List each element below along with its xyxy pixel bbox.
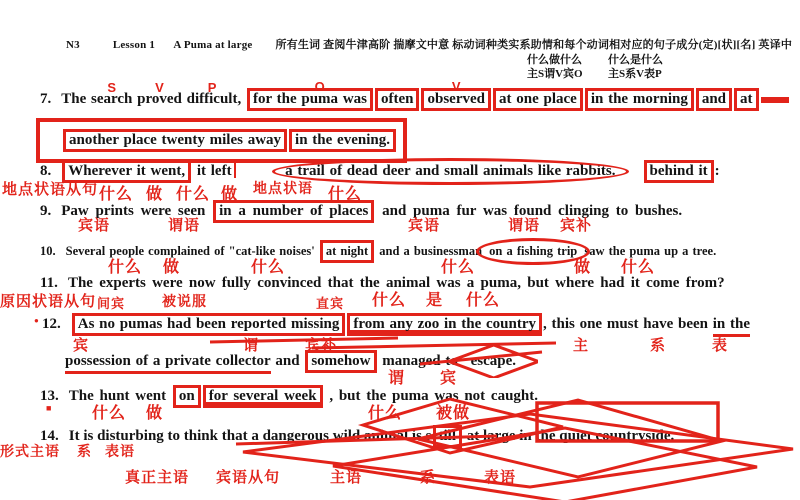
annotation-label: 什么 [621,259,656,276]
red-mark-line [210,338,398,342]
annotation-label: 系 [650,337,667,354]
phrase-box [247,79,373,111]
annotation-label: 什么 [372,292,407,309]
annotation-label: 直宾 [316,296,345,311]
sentence-text: and a businessman [375,244,487,258]
annotation-label: 形式主语 [0,443,60,459]
sentence-text: It is disturbing [68,428,168,444]
annotation-label: 什么 [92,405,127,422]
annotation-label: 是 [426,292,444,309]
pattern-question: 什么是什么 [608,54,663,66]
phrase-box: in the morning [585,88,694,111]
phrase-underline: in the [713,315,750,337]
phrase-box-underlined: for several week [203,385,323,408]
sentence-8 [40,160,720,183]
phrase-box: As no pumas had been reported missing [72,313,346,336]
annotation-label: 宾 [73,337,90,354]
annotation-label: 真正主语 [125,469,190,486]
phrase-box: at night [320,240,374,263]
annotation-label: 间宾 [97,296,126,311]
annotation-label: 什么 [99,186,134,203]
phrase-box: at one place [493,88,583,111]
phrase-box: somehow [305,350,376,373]
sentence-text [182,91,187,107]
insertion-bar [234,162,237,178]
sentence-text: to think that a dangerous [167,428,329,444]
sentence-number: 11. [40,275,58,291]
sentence-number: 13. [40,388,59,404]
sentence-text: : [714,163,720,179]
grammar-letter: O [314,79,325,94]
annotation-label: 谓 [243,337,260,354]
pattern-formula: 主S系V表P [608,68,662,80]
sentence-text: Several people complained of "cat-like noises' [65,244,319,258]
sentence-text: The hunt went [68,388,172,404]
annotation-label: 宾补 [305,337,338,354]
sentence-text: and [270,353,305,369]
annotation-label: 什么 [368,405,403,422]
annotation-label: 宾语 [78,217,111,234]
annotation-label: 宾 [440,370,458,387]
phrase-box: in the evening. [289,129,396,152]
sentence-number: 9. [40,203,52,219]
phrase-circle-mark: a trail of dead deer and small animals like rabbits. [282,162,618,181]
sentence-12a [42,313,750,337]
annotation-label: 原因状语从句 [0,293,97,310]
annotation-label: 地点状语从句 [2,181,99,198]
marked-word: proved V [137,80,182,107]
phrase-box: and [696,88,732,111]
annotation-label: 做 [146,186,164,203]
sentence-text: in the quiet countryside. [519,428,675,444]
annotation-label: 主 [573,337,590,354]
phrase-box: on [173,385,201,408]
sentence-text: at large [463,428,520,444]
phrase-box: behind it [644,160,714,183]
annotation-label: 什么 [466,292,501,309]
sentence-text: The [61,91,92,107]
sentence-text: , this one must have been [543,316,713,332]
annotation-label: 宾语 [408,217,441,234]
header-code: N3 [66,39,80,51]
header-title: A Puma at large [173,39,253,51]
pattern-column-svp [608,53,663,81]
phrase-box: till [433,425,463,448]
annotation-label: 做 [221,186,239,203]
header-lesson: Lesson 1 [112,39,156,51]
phrase-circle-mark: on a fishing trip [486,242,580,261]
phrase-box: Wherever it went, [62,160,191,183]
phrase-box: often [375,88,420,111]
annotation-label: 系 [77,443,92,459]
phrase-box: at [734,88,759,111]
annotation-label: 系 [420,469,437,486]
annotation-label: 做 [574,259,592,276]
annotation-label: ● [34,316,40,325]
annotation-label: 主语 [330,469,363,486]
annotation-label: 被做 [436,405,471,422]
annotation-label: 什么 [441,259,476,276]
annotation-label: 表语 [105,443,135,459]
annotation-label: 被说服 [162,293,207,309]
pattern-column-svo [527,53,583,81]
annotation-label: 地点状语 [253,180,313,196]
sentence-text: wild animal is s [328,428,432,444]
sentence-number: 8. [40,163,52,179]
grammar-letter: P [207,80,217,95]
grammar-letter: V [451,79,461,94]
phrase-box [761,97,789,103]
marked-word: search S [91,80,133,107]
header-instructions: 所有生词 查阅牛津高阶 揣摩文中意 标动词种类实系助情和每个动词相对应的句子成分(定)[状][名] 英译中 [275,39,793,51]
sentence-number: 7. [40,91,52,107]
pattern-formula: 主S谓V宾O [527,68,583,80]
annotation-label: 谓语 [168,217,201,234]
marked-word: puma O [301,79,339,107]
annotation-label: 什么 [108,259,143,276]
marked-word: difficult P [186,80,238,107]
annotation-label: 做 [163,259,181,276]
sentence-14 [40,425,674,448]
sentence-text: , but the puma was not caught. [323,388,539,404]
annotation-label: 谓 [388,370,406,387]
annotation-label: 做 [146,405,164,422]
sentence-text: it left [192,163,232,179]
sentence-text: Paw prints were seen [61,203,213,219]
phrase-box: another place twenty miles away [63,129,287,152]
sentence-number: 14. [40,428,59,444]
phrase-diamond-mark: escape. [463,352,524,371]
annotation-label: 什么 [328,186,363,203]
grammar-letter: V [155,80,164,95]
pattern-question: 什么做什么 [527,54,582,66]
sentence-text: saw the puma up a tree. [580,244,717,258]
phrase-outer-box [36,118,407,163]
sentence-7b [36,118,407,163]
annotation-label: 宾补 [560,217,593,234]
annotation-label: 什么 [251,259,286,276]
marked-word: observed V [427,79,485,107]
sentence-text: was [338,91,367,107]
annotation-label: 表语 [484,469,517,486]
document-header [66,36,800,52]
sentence-number: 10. [40,244,56,258]
annotation-label: 什么 [176,186,211,203]
phrase-box: in a number of places [213,200,374,223]
phrase-box [421,79,491,111]
sentence-text: The experts were now fully convinced that the animal was a puma, but where had it come from? [67,275,725,291]
annotation-label: 表 [712,337,729,354]
sentence-number: 12. [42,316,61,332]
grammar-letter: S [107,80,117,95]
sentence-7a [40,79,790,111]
sentence-text: and puma fur was found clinging to bushes. [375,203,683,219]
annotation-label: 宾语从句 [216,469,281,486]
annotation-label: ■ [46,403,53,413]
annotation-label: 谓语 [508,217,541,234]
sentence-text: managed to [377,353,463,369]
phrase-box-underlined: from any zoo in the country [347,313,542,336]
sentence-text: for the [252,91,302,107]
sentence-text: , [237,91,246,107]
phrase-underline: possession of a private collector [65,352,271,374]
